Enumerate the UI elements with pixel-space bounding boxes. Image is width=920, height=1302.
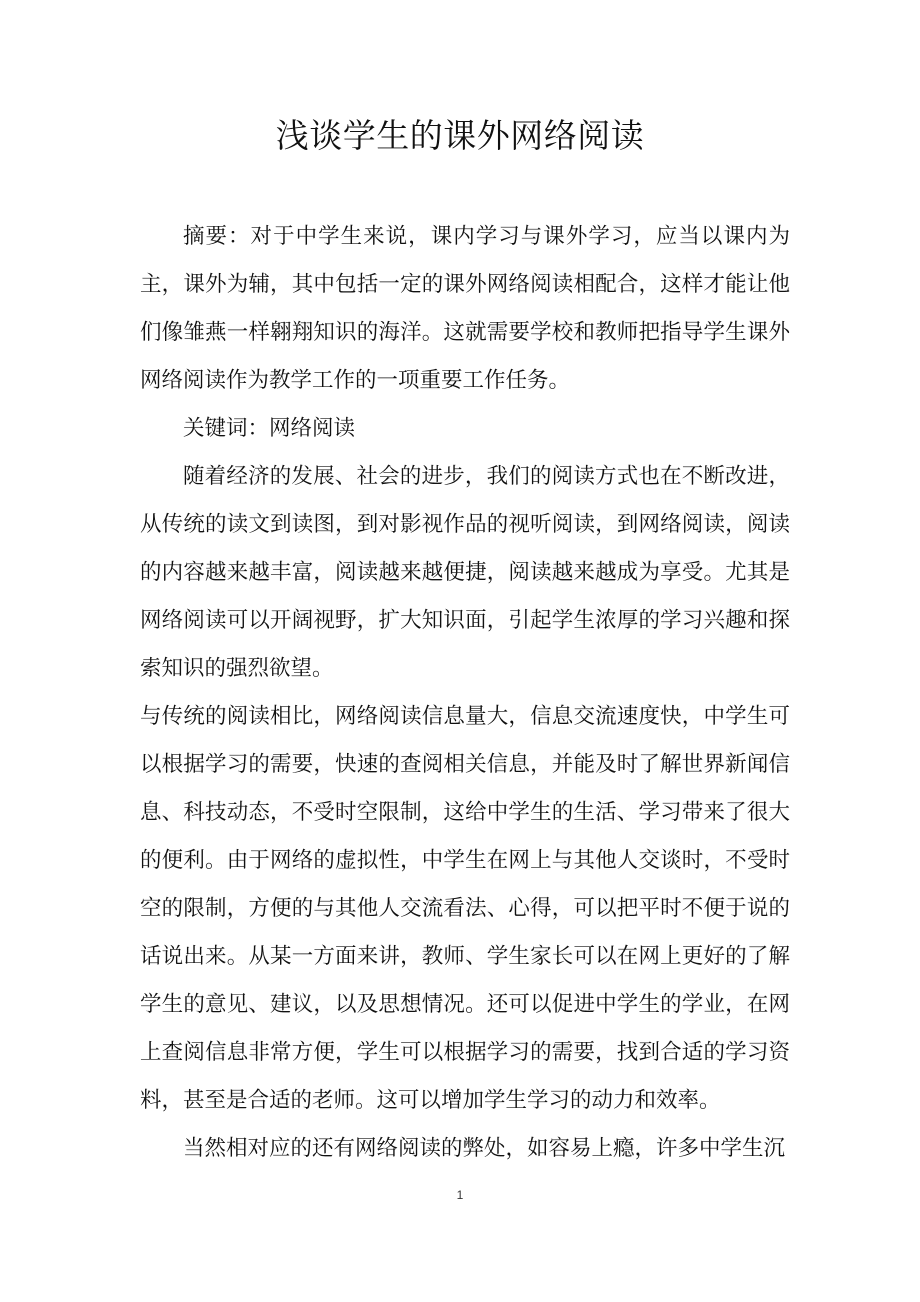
document-title: 浅谈学生的课外网络阅读 <box>275 116 645 155</box>
body-paragraph-3: 当然相对应的还有网络阅读的弊处，如容易上瘾，许多中学生沉 <box>183 1136 786 1161</box>
body-paragraph-2: 与传统的阅读相比，网络阅读信息量大，信息交流速度快，中学生可以根据学习的需要，快速的查阅相关信息，并能及时了解世界新闻信息、科技动态，不受时空限制，这给中学生的生活、学习带来了很大的便利。由于网络的虚拟性，中学生在网上与其他人交谈时，不受时空的限制，方便的与其他人交流看法、心得，可以把平时不便于说的话说出来。从某一方面来讲，教师、学生家长可以在网上更好的了解学生的意见、建议，以及思想情况。还可以促进中学生的学业，在网上查阅信息非常方便，学生可以根据学习的需要，找到合适的学习资料，甚至是合适的老师。这可以增加学生学习的动力和效率。 <box>140 704 790 1113</box>
page-number: 1 <box>456 1188 464 1202</box>
document-body <box>140 213 790 1173</box>
abstract-paragraph: 摘要：对于中学生来说，课内学习与课外学习，应当以课内为主，课外为辅，其中包括一定的课外网络阅读相配合，这样才能让他们像雏燕一样翱翔知识的海洋。这就需要学校和教师把指导学生课外网络阅读作为教学工作的一项重要工作任务。 <box>140 224 790 393</box>
body-paragraph-1: 随着经济的发展、社会的进步，我们的阅读方式也在不断改进，从传统的读文到读图，到对影视作品的视听阅读，到网络阅读，阅读的内容越来越丰富，阅读越来越便捷，阅读越来越成为享受。尤其是网络阅读可以开阔视野，扩大知识面，引起学生浓厚的学习兴趣和探索知识的强烈欲望。 <box>140 464 790 681</box>
keywords-paragraph: 关键词：网络阅读 <box>183 416 356 441</box>
